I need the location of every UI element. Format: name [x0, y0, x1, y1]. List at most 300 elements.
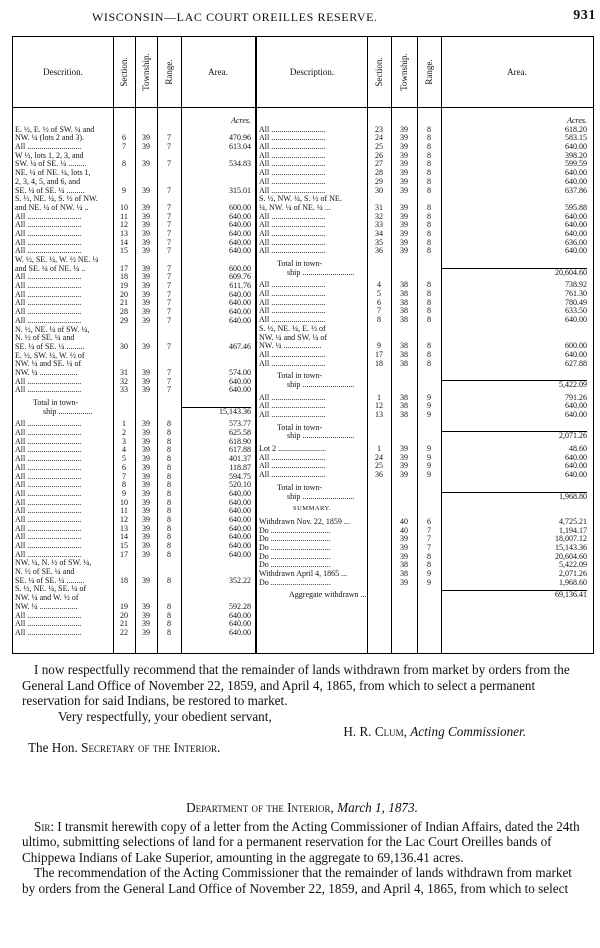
- land-description: All ...........................: [259, 186, 326, 195]
- section-number: 7: [122, 142, 126, 152]
- range-number: 8: [167, 619, 171, 629]
- land-description: All ...........................: [259, 393, 326, 402]
- township-number: 39: [142, 454, 150, 464]
- header-area-right: Area.: [507, 67, 527, 77]
- township-number: 39: [400, 237, 408, 247]
- land-description: All ...........................: [15, 628, 82, 637]
- section-number: 25: [375, 461, 383, 471]
- table-row: [259, 394, 591, 403]
- township-number: 38: [400, 401, 408, 411]
- land-description: All ...........................: [259, 125, 326, 134]
- range-number: 7: [167, 376, 171, 386]
- header-township-left: Township.: [141, 53, 151, 91]
- right-column-rows: [259, 117, 591, 600]
- table-row: [15, 317, 253, 326]
- township-number: 39: [142, 619, 150, 629]
- land-description: ship ..........................: [287, 432, 355, 441]
- column-rule-center: [255, 37, 257, 653]
- township-number: 39: [142, 341, 150, 351]
- land-description: ship ..........................: [287, 380, 355, 389]
- township-number: 39: [142, 263, 150, 273]
- letter-date: March 1, 1873.: [337, 800, 418, 815]
- section-number: 31: [375, 202, 383, 212]
- range-number: 7: [167, 367, 171, 377]
- table-row: [259, 316, 591, 325]
- total-row: [259, 493, 591, 502]
- table-row: [259, 187, 591, 196]
- range-number: 8: [427, 358, 431, 368]
- section-number: 6: [122, 133, 126, 143]
- range-number: 7: [167, 185, 171, 195]
- table-row: [15, 299, 253, 308]
- table-row: [259, 462, 591, 471]
- table-row: [15, 126, 253, 135]
- range-number: 8: [427, 315, 431, 325]
- township-number: 39: [142, 497, 150, 507]
- section-number: 19: [120, 601, 128, 611]
- letter-interior: [22, 800, 582, 897]
- area-acres: 20,604.60: [555, 267, 587, 277]
- area-acres: 640.00: [229, 506, 251, 516]
- land-description: All ...........................: [15, 611, 82, 620]
- land-description: NW. ¼ and SE. ¼ of: [15, 360, 82, 369]
- area-acres: 69,136.41: [555, 590, 587, 600]
- area-acres: 1,968.80: [559, 491, 587, 501]
- land-description: All ...........................: [15, 143, 82, 152]
- land-description: Do ..............................: [259, 543, 331, 552]
- table-row: [15, 204, 253, 213]
- header-township-right: Township.: [399, 53, 409, 91]
- area-acres: 640.00: [229, 307, 251, 317]
- land-description: All ...........................: [15, 515, 82, 524]
- table-row: [259, 204, 591, 213]
- table-row: [259, 402, 591, 411]
- table-row: [259, 445, 591, 454]
- table-row: [15, 160, 253, 169]
- township-number: 38: [400, 306, 408, 316]
- township-number: 39: [400, 133, 408, 143]
- section-number: 21: [120, 619, 128, 629]
- section-number: 22: [120, 627, 128, 637]
- signer-title: Acting Commissioner.: [410, 724, 526, 740]
- section-number: 4: [377, 280, 381, 290]
- area-acres: 20,604.60: [555, 551, 587, 561]
- range-number: 8: [167, 471, 171, 481]
- township-number: 39: [142, 246, 150, 256]
- area-acres: 574.00: [229, 367, 251, 377]
- table-row: [259, 195, 591, 204]
- aggregate-row: [259, 591, 591, 600]
- land-description: N. ½ of SE. ¼ and: [15, 568, 75, 577]
- range-number: 7: [167, 220, 171, 230]
- range-number: 8: [427, 280, 431, 290]
- summary-row: [259, 553, 591, 562]
- land-description: All ...........................: [15, 247, 82, 256]
- land-description: All ...........................: [259, 411, 326, 419]
- section-number: 32: [375, 211, 383, 221]
- township-number: 38: [400, 315, 408, 325]
- area-acres: 640.00: [229, 220, 251, 230]
- range-number: 8: [427, 349, 431, 359]
- table-row: [15, 239, 253, 248]
- table-row: [15, 473, 253, 482]
- table-row: [259, 471, 591, 480]
- land-description: NW. ¼ ...................: [15, 602, 78, 611]
- range-number: 8: [427, 289, 431, 299]
- letter-clum-body: I now respectfully recommend that the remainder of lands withdrawn from market by orders from the General Land Office of November 22, 1859, and April 4, 1865, from which to select a permanent reservation for said Indians, be restored to market.: [22, 662, 570, 709]
- table-row: [259, 134, 591, 143]
- township-number: 39: [142, 428, 150, 438]
- area-acres: 640.00: [565, 168, 587, 178]
- letter-clum-addressee: [22, 740, 582, 756]
- range-number: 8: [427, 341, 431, 351]
- total-rule: [441, 590, 587, 591]
- table-row: [259, 247, 591, 256]
- area-acres: 618.90: [229, 436, 251, 446]
- land-description: All ...........................: [15, 542, 82, 550]
- land-description: ¼, NW. ¼ of NE. ¼ ...: [259, 203, 331, 212]
- area-acres: 640.00: [565, 410, 587, 419]
- township-number: 39: [400, 220, 408, 230]
- table-row: [15, 603, 253, 612]
- range-number: 7: [167, 307, 171, 317]
- township-number: 39: [142, 228, 150, 238]
- table-row: [15, 481, 253, 490]
- addressee-prefix: The Hon.: [28, 739, 78, 755]
- range-number: 7: [167, 159, 171, 169]
- header-range-right: Range.: [424, 59, 434, 85]
- area-acres: 398.20: [565, 150, 587, 160]
- land-description: All ...........................: [15, 429, 82, 438]
- table-row: [15, 265, 253, 274]
- land-description: SE. ¼ of SE. ¼ .........: [15, 576, 85, 585]
- land-description: S. ½, NE. ¼, SE. ¼ of: [15, 585, 87, 594]
- table-row: [259, 281, 591, 290]
- area-acres: 640.00: [565, 211, 587, 221]
- township-number: 39: [142, 506, 150, 516]
- range-number: 8: [167, 575, 171, 585]
- township-number: 39: [400, 228, 408, 238]
- land-description: All ...........................: [15, 472, 82, 481]
- table-row: [15, 612, 253, 621]
- area-acres: 4,725.21: [559, 516, 587, 526]
- land-description: Withdrawn April 4, 1865 ...: [259, 570, 348, 578]
- area-acres: 640.00: [565, 315, 587, 325]
- table-row: [259, 307, 591, 316]
- township-number: 38: [400, 341, 408, 351]
- township-number: 39: [400, 577, 408, 587]
- total-row: [15, 408, 253, 417]
- range-number: 8: [427, 185, 431, 195]
- land-description: All ...........................: [259, 316, 326, 325]
- township-number: 39: [142, 237, 150, 247]
- area-acres: 640.00: [565, 452, 587, 462]
- area-acres: 640.00: [565, 220, 587, 230]
- range-number: 8: [167, 428, 171, 438]
- table-row: [15, 143, 253, 152]
- area-acres: 640.00: [565, 461, 587, 471]
- section-number: 8: [122, 480, 126, 490]
- table-row: [15, 516, 253, 525]
- range-number: 8: [427, 551, 431, 561]
- table-row: [15, 438, 253, 447]
- range-number: 8: [427, 150, 431, 160]
- section-number: 4: [122, 445, 126, 455]
- table-row: [259, 299, 591, 308]
- section-number: 15: [120, 246, 128, 256]
- land-description: Total in town-: [277, 483, 323, 492]
- section-number: 9: [122, 488, 126, 498]
- township-number: 40: [400, 525, 408, 535]
- table-row: [259, 334, 591, 343]
- area-acres: 640.00: [229, 298, 251, 308]
- summary-row: [259, 561, 591, 570]
- area-acres: 640.00: [565, 349, 587, 359]
- land-description: All ...........................: [259, 281, 326, 290]
- range-number: 8: [167, 480, 171, 490]
- area-acres: 761.30: [565, 289, 587, 299]
- area-acres: 640.00: [229, 497, 251, 507]
- table-row: [15, 585, 253, 594]
- total-rule: [441, 492, 587, 493]
- summary-row: [259, 544, 591, 553]
- land-description: All ...........................: [15, 455, 82, 464]
- land-description: Lot 2 ........................: [259, 445, 327, 454]
- area-acres: 520.10: [229, 480, 251, 490]
- total-rule: [441, 268, 587, 269]
- section-number: 23: [375, 124, 383, 134]
- table-row: [15, 195, 253, 204]
- section-number: 5: [377, 289, 381, 299]
- land-description: All ...........................: [259, 247, 326, 256]
- section-number: 7: [122, 471, 126, 481]
- letter-interior-para1-text: I transmit herewith copy of a letter from the Acting Commissioner of Indian Affairs, dated the 24th ultimo, submitting selections of land for a permanent reservation for the Lac Court Oreilles bands of Chippewa Indians of Lake Superior, amounting in the aggregate to 69,136.41 acres.: [22, 818, 580, 865]
- area-acres: 352.22: [229, 575, 251, 585]
- total-rule: [441, 431, 587, 432]
- range-number: 7: [167, 263, 171, 273]
- section-number: 18: [120, 272, 128, 282]
- table-row: [259, 160, 591, 169]
- land-description: All ...........................: [15, 437, 82, 446]
- area-acres: 791.26: [565, 392, 587, 402]
- table-row: [15, 308, 253, 317]
- township-number: 39: [142, 289, 150, 299]
- land-description: E. ½, E. ½ of SW. ¼ and: [15, 125, 95, 134]
- area-acres: 594.75: [229, 471, 251, 481]
- table-row: [15, 464, 253, 473]
- range-number: 8: [427, 297, 431, 307]
- land-description: All ...........................: [15, 481, 82, 490]
- area-acres: 600.00: [229, 202, 251, 212]
- section-number: 1: [377, 444, 381, 454]
- section-number: 28: [120, 307, 128, 317]
- header-description-left: Descrition.: [43, 67, 83, 77]
- range-number: 7: [427, 534, 431, 544]
- township-number: 39: [142, 376, 150, 386]
- range-number: 8: [427, 124, 431, 134]
- land-description: Total in town-: [277, 372, 323, 381]
- range-number: 8: [167, 601, 171, 611]
- table-row: [15, 273, 253, 282]
- total-rule: [441, 380, 587, 381]
- range-number: 8: [167, 419, 171, 429]
- land-description: All ...........................: [15, 463, 82, 472]
- land-description: All ...........................: [259, 229, 326, 238]
- area-acres: 1,968.60: [559, 577, 587, 587]
- section-number: 10: [120, 202, 128, 212]
- range-number: 8: [427, 133, 431, 143]
- township-number: 38: [400, 289, 408, 299]
- land-description: All ...........................: [259, 402, 326, 411]
- section-number: 29: [120, 315, 128, 325]
- township-number: 39: [142, 514, 150, 524]
- township-number: 39: [142, 541, 150, 550]
- table-row: [15, 525, 253, 534]
- addressee-name: Secretary of the Interior.: [81, 739, 221, 755]
- range-number: 8: [427, 202, 431, 212]
- area-acres: 599.59: [565, 159, 587, 169]
- range-number: 7: [167, 298, 171, 308]
- township-number: 38: [400, 358, 408, 368]
- table-row: [15, 178, 253, 187]
- land-description: All ...........................: [15, 290, 82, 299]
- section-number: 13: [375, 410, 383, 419]
- land-description: Total in town-: [33, 399, 79, 407]
- land-description: NE. ¼ of NE. ¼, lots 1,: [15, 169, 91, 178]
- township-number: 38: [400, 392, 408, 402]
- land-description: All ...........................: [259, 143, 326, 152]
- township-number: 39: [400, 542, 408, 552]
- township-number: 39: [400, 124, 408, 134]
- township-number: 39: [142, 627, 150, 637]
- land-description: S. ½, NE. ¼, S. ½ of NW.: [15, 195, 98, 204]
- area-acres: 640.00: [229, 228, 251, 238]
- land-description: All ...........................: [15, 238, 82, 247]
- department-name: Department of the Interior,: [186, 800, 334, 815]
- section-number: 26: [375, 150, 383, 160]
- township-number: 39: [142, 142, 150, 152]
- land-description: All ...........................: [15, 498, 82, 507]
- table-row: [259, 213, 591, 222]
- table-row: [15, 352, 253, 361]
- range-number: 9: [427, 569, 431, 578]
- section-number: 25: [375, 142, 383, 152]
- letter-clum: [22, 662, 582, 756]
- area-acres: 640.00: [229, 514, 251, 524]
- section-number: 12: [120, 514, 128, 524]
- table-row: [259, 351, 591, 360]
- section-number: 32: [120, 376, 128, 386]
- area-acres: 633.50: [565, 306, 587, 316]
- land-description: ship ..........................: [287, 492, 355, 501]
- range-number: 7: [167, 142, 171, 152]
- range-number: 8: [167, 436, 171, 446]
- section-number: 36: [375, 246, 383, 256]
- area-acres: 617.88: [229, 445, 251, 455]
- township-number: 39: [142, 272, 150, 282]
- township-number: 39: [400, 551, 408, 561]
- table-row: [15, 542, 253, 551]
- land-description: All ...........................: [15, 221, 82, 230]
- table-row: [15, 490, 253, 499]
- township-number: 38: [400, 297, 408, 307]
- letter-clum-signature: [22, 724, 582, 740]
- area-acres: 18,007.12: [555, 534, 587, 544]
- table-row: [15, 152, 253, 161]
- section-number: 2: [122, 428, 126, 438]
- area-acres: 2,071.26: [559, 431, 587, 441]
- page-number: 931: [573, 8, 596, 23]
- area-acres: 640.00: [229, 488, 251, 498]
- area-acres: 640.00: [229, 315, 251, 325]
- total-row: [259, 432, 591, 441]
- township-number: 39: [400, 461, 408, 471]
- land-description: All ...........................: [259, 212, 326, 221]
- area-acres: 640.00: [229, 376, 251, 386]
- section-number: 13: [120, 523, 128, 533]
- area-acres: 611.76: [229, 281, 251, 291]
- range-number: 8: [427, 246, 431, 256]
- range-number: 8: [167, 506, 171, 516]
- section-number: 19: [120, 281, 128, 291]
- township-number: 39: [400, 470, 408, 480]
- section-number: 11: [120, 506, 128, 516]
- township-number: 39: [400, 452, 408, 462]
- range-number: 8: [167, 488, 171, 498]
- table-row: [259, 342, 591, 351]
- table-row: [15, 620, 253, 629]
- table-row: [15, 499, 253, 508]
- township-number: 39: [142, 532, 150, 542]
- summary-row: [259, 570, 591, 579]
- township-number: 39: [400, 150, 408, 160]
- range-number: 8: [427, 176, 431, 186]
- township-number: 39: [142, 462, 150, 472]
- header-range-left: Range.: [164, 59, 174, 85]
- land-description: All ...........................: [15, 273, 82, 282]
- area-acres: 625.58: [229, 428, 251, 438]
- township-number: 39: [400, 202, 408, 212]
- land-description: Do ..............................: [259, 552, 331, 561]
- range-number: 7: [167, 133, 171, 143]
- table-row: [15, 291, 253, 300]
- table-row: [15, 559, 253, 568]
- range-number: 7: [167, 385, 171, 395]
- running-head: [0, 8, 600, 26]
- range-number: 8: [167, 514, 171, 524]
- table-row: [15, 446, 253, 455]
- range-number: 8: [167, 541, 171, 550]
- township-number: 39: [400, 185, 408, 195]
- section-number: 10: [120, 497, 128, 507]
- range-number: 8: [167, 523, 171, 533]
- table-row: [15, 343, 253, 352]
- township-number: 38: [400, 280, 408, 290]
- township-number: 39: [400, 246, 408, 256]
- land-description: All ...........................: [15, 507, 82, 516]
- area-acres: 573.77: [229, 419, 251, 429]
- section-number: 9: [122, 185, 126, 195]
- running-head-title: WISCONSIN—LAC COURT OREILLES RESERVE.: [92, 10, 378, 24]
- area-acres: 583.15: [565, 133, 587, 143]
- table-row: [15, 360, 253, 369]
- table-row: [259, 325, 591, 334]
- range-number: 7: [167, 341, 171, 351]
- land-description: All ...........................: [259, 221, 326, 230]
- header-area-left: Area.: [208, 67, 228, 77]
- township-number: 39: [142, 419, 150, 429]
- township-number: 39: [142, 367, 150, 377]
